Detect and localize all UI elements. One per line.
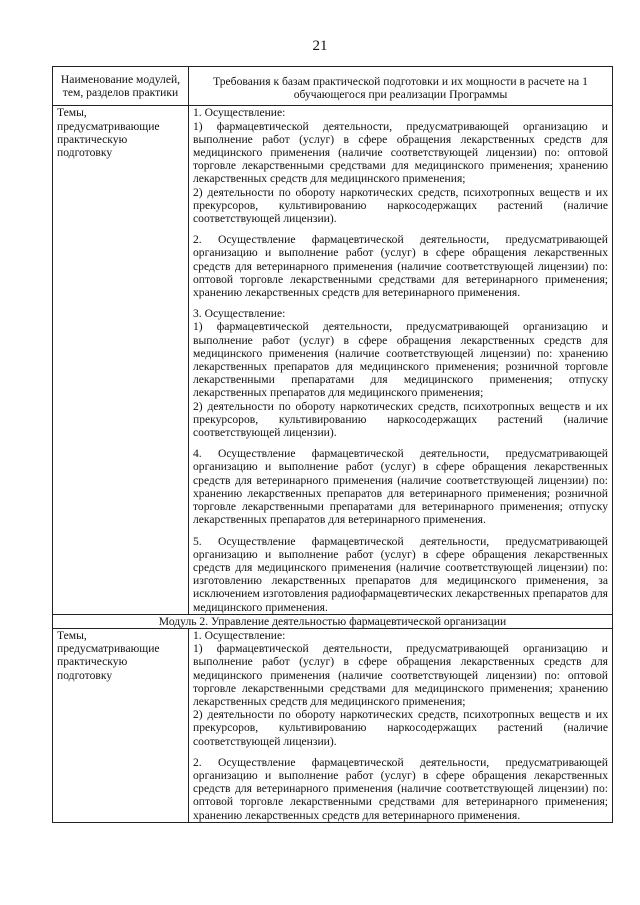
topics-cell: Темы, предусматривающие практическую подготовку	[53, 628, 189, 822]
requirement-line: 2. Осуществление фармацевтической деятельности, предусматривающей организацию и выполнение работ (услуг) в сфере обращения лекарственных средств для ветеринарного применения (наличие соответствующей лицензии) по: оптовой торговле лекарственными средствами для ветеринарного применения; хранению лекарственных средств для ветеринарного применения.	[193, 233, 608, 300]
requirement-line: 1) фармацевтической деятельности, предусматривающей организацию и выполнение работ (услуг) в сфере обращения лекарственных средств для медицинского применения (наличие соответствующей лицензии) по: оптовой торговле лекарственными средствами для медицинского применения; хранению лекарственных средств для медицинского применения;	[193, 119, 608, 186]
requirement-item	[193, 447, 608, 526]
requirements-table	[52, 66, 613, 823]
requirement-item	[193, 629, 608, 748]
requirement-line: 1. Осуществление:	[193, 106, 286, 120]
header-modules: Наименование модулей, тем, разделов практики	[53, 67, 189, 106]
requirement-item	[193, 535, 608, 614]
requirement-line: 1) фармацевтической деятельности, предусматривающей организацию и выполнение работ (услуг) в сфере обращения лекарственных средств для медицинского применения (наличие соответствующей лицензии) по: хранению лекарственных препаратов для медицинского применения; розничной торговле лекарственными препаратами для медицинского применения; отпуску лекарственных препаратов для медицинского применения;	[193, 320, 608, 400]
page-number: 21	[312, 38, 328, 54]
requirement-line: 5. Осуществление фармацевтической деятельности, предусматривающей организацию и выполнение работ (услуг) в сфере обращения лекарственных средств для медицинского применения (наличие соответствующей лицензии) по: изготовлению лекарственных препаратов для медицинского применения, за исключением изготовления радиофармацевтических лекарственных препаратов для медицинского применения.	[193, 534, 608, 614]
module-row	[53, 614, 613, 628]
requirement-item	[193, 307, 608, 439]
requirement-line: 1) фармацевтической деятельности, предусматривающей организацию и выполнение работ (услуг) в сфере обращения лекарственных средств для медицинского применения (наличие соответствующей лицензии) по: оптовой торговле лекарственными средствами для медицинского применения; хранению лекарственных средств для медицинского применения;	[193, 642, 608, 708]
requirements-cell	[189, 106, 613, 614]
requirement-line: 2) деятельности по обороту наркотических средств, психотропных веществ и их прекурсоров, культивированию наркосодержащих растений (наличие соответствующей лицензии).	[193, 399, 608, 440]
table-row	[53, 628, 613, 822]
topics-cell: Темы, предусматривающие практическую подготовку	[53, 106, 189, 614]
requirement-item	[193, 756, 608, 822]
table-header-row	[53, 67, 613, 106]
requirements-cell	[189, 628, 613, 822]
requirement-line: 2) деятельности по обороту наркотических средств, психотропных веществ и их прекурсоров, культивированию наркосодержащих растений (наличие соответствующей лицензии).	[193, 708, 608, 748]
requirement-line: 3. Осуществление:	[193, 307, 286, 321]
requirement-line: 1. Осуществление:	[193, 628, 286, 642]
requirement-line: 4. Осуществление фармацевтической деятельности, предусматривающей организацию и выполнение работ (услуг) в сфере обращения лекарственных средств для ветеринарного применения (наличие соответствующей лицензии) по: хранению лекарственных препаратов для ветеринарного применения; розничной торговле лекарственными препаратами для ветеринарного применения; отпуску лекарственных препаратов для ветеринарного применения.	[193, 447, 608, 527]
requirement-line: 2) деятельности по обороту наркотических средств, психотропных веществ и их прекурсоров, культивированию наркосодержащих растений (наличие соответствующей лицензии).	[193, 185, 608, 226]
module-2-title: Модуль 2. Управление деятельностью фармацевтической организации	[53, 614, 613, 628]
header-requirements: Требования к базам практической подготовки и их мощности в расчете на 1 обучающегося при реализации Программы	[189, 67, 613, 106]
table-row	[53, 106, 613, 614]
requirement-item	[193, 233, 608, 299]
requirement-line: 2. Осуществление фармацевтической деятельности, предусматривающей организацию и выполнение работ (услуг) в сфере обращения лекарственных средств для ветеринарного применения (наличие соответствующей лицензии) по: оптовой торговле лекарственными средствами для ветеринарного применения; хранению лекарственных средств для ветеринарного применения.	[193, 755, 608, 822]
requirement-item	[193, 106, 608, 225]
